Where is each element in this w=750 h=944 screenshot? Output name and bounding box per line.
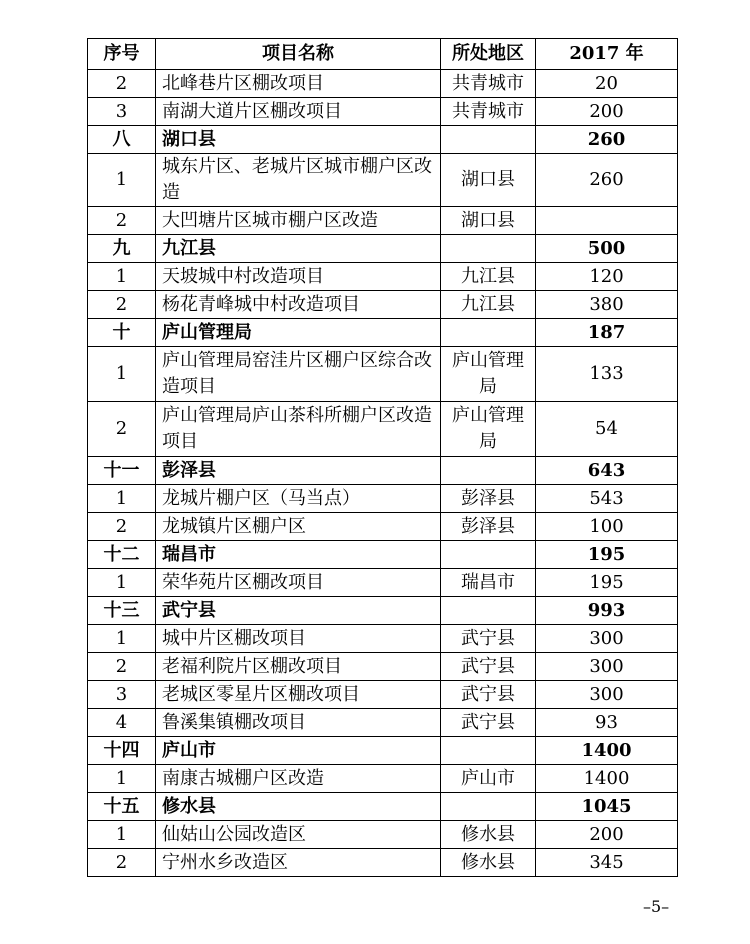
row-serial: 1 — [88, 263, 156, 291]
group-row — [88, 737, 678, 765]
row-value-2017: 200 — [536, 98, 678, 126]
row-project-name: 湖口县 — [156, 126, 441, 154]
row-project-name: 南康古城棚户区改造 — [156, 765, 441, 793]
row-serial: 1 — [88, 569, 156, 597]
row-value-2017: 187 — [536, 319, 678, 347]
row-serial: 2 — [88, 70, 156, 98]
table-row — [88, 681, 678, 709]
row-region — [441, 457, 536, 485]
header-project-name: 项目名称 — [156, 39, 441, 70]
table-body — [88, 70, 678, 877]
group-row — [88, 126, 678, 154]
table-row — [88, 347, 678, 402]
row-project-name: 杨花青峰城中村改造项目 — [156, 291, 441, 319]
group-row — [88, 597, 678, 625]
row-region — [441, 597, 536, 625]
row-serial: 十二 — [88, 541, 156, 569]
row-project-name: 宁州水乡改造区 — [156, 849, 441, 877]
row-region — [441, 319, 536, 347]
group-row — [88, 319, 678, 347]
row-serial: 九 — [88, 235, 156, 263]
row-region — [441, 737, 536, 765]
row-value-2017: 543 — [536, 485, 678, 513]
row-region — [441, 541, 536, 569]
row-value-2017: 100 — [536, 513, 678, 541]
row-region: 武宁县 — [441, 625, 536, 653]
row-serial: 2 — [88, 291, 156, 319]
row-serial: 十四 — [88, 737, 156, 765]
row-project-name: 天坡城中村改造项目 — [156, 263, 441, 291]
row-region: 武宁县 — [441, 709, 536, 737]
row-value-2017: 1045 — [536, 793, 678, 821]
group-row — [88, 235, 678, 263]
row-region: 庐山管理局 — [441, 402, 536, 457]
row-serial: 2 — [88, 402, 156, 457]
row-serial: 2 — [88, 849, 156, 877]
row-project-name: 庐山管理局 — [156, 319, 441, 347]
table-row — [88, 513, 678, 541]
row-serial: 1 — [88, 154, 156, 207]
row-value-2017: 993 — [536, 597, 678, 625]
header-serial: 序号 — [88, 39, 156, 70]
row-serial: 十五 — [88, 793, 156, 821]
row-project-name: 九江县 — [156, 235, 441, 263]
row-serial: 3 — [88, 98, 156, 126]
row-region: 湖口县 — [441, 154, 536, 207]
table-row — [88, 849, 678, 877]
table-row — [88, 625, 678, 653]
row-region: 庐山市 — [441, 765, 536, 793]
header-row — [88, 39, 678, 70]
row-project-name: 老福利院片区棚改项目 — [156, 653, 441, 681]
row-region: 修水县 — [441, 821, 536, 849]
group-row — [88, 457, 678, 485]
table-row — [88, 765, 678, 793]
row-region — [441, 126, 536, 154]
row-serial: 2 — [88, 653, 156, 681]
row-serial: 十三 — [88, 597, 156, 625]
row-value-2017: 300 — [536, 653, 678, 681]
project-table — [87, 38, 678, 877]
row-project-name: 龙城镇片区棚户区 — [156, 513, 441, 541]
row-value-2017: 1400 — [536, 765, 678, 793]
row-project-name: 庐山管理局庐山茶科所棚户区改造项目 — [156, 402, 441, 457]
row-region: 武宁县 — [441, 653, 536, 681]
table-row — [88, 709, 678, 737]
row-serial: 1 — [88, 485, 156, 513]
row-serial: 1 — [88, 347, 156, 402]
row-value-2017: 54 — [536, 402, 678, 457]
table-row — [88, 291, 678, 319]
row-region: 庐山管理局 — [441, 347, 536, 402]
row-project-name: 老城区零星片区棚改项目 — [156, 681, 441, 709]
row-region: 九江县 — [441, 263, 536, 291]
row-project-name: 彭泽县 — [156, 457, 441, 485]
row-value-2017: 300 — [536, 681, 678, 709]
table-row — [88, 207, 678, 235]
group-row — [88, 793, 678, 821]
row-region: 彭泽县 — [441, 485, 536, 513]
row-region: 修水县 — [441, 849, 536, 877]
row-serial: 1 — [88, 625, 156, 653]
row-value-2017: 133 — [536, 347, 678, 402]
row-region: 共青城市 — [441, 98, 536, 126]
header-year-2017: 2017 年 — [536, 39, 678, 70]
row-serial: 2 — [88, 513, 156, 541]
row-project-name: 鲁溪集镇棚改项目 — [156, 709, 441, 737]
row-project-name: 庐山管理局窑洼片区棚户区综合改造项目 — [156, 347, 441, 402]
row-project-name: 龙城片棚户区（马当点） — [156, 485, 441, 513]
row-region — [441, 235, 536, 263]
row-value-2017: 1400 — [536, 737, 678, 765]
table-row — [88, 70, 678, 98]
table-row — [88, 263, 678, 291]
row-project-name: 南湖大道片区棚改项目 — [156, 98, 441, 126]
row-value-2017: 345 — [536, 849, 678, 877]
row-serial: 1 — [88, 821, 156, 849]
row-serial: 十一 — [88, 457, 156, 485]
row-serial: 3 — [88, 681, 156, 709]
row-region: 瑞昌市 — [441, 569, 536, 597]
row-region: 共青城市 — [441, 70, 536, 98]
row-region — [441, 793, 536, 821]
row-value-2017: 260 — [536, 154, 678, 207]
row-serial: 1 — [88, 765, 156, 793]
table-row — [88, 485, 678, 513]
row-value-2017: 195 — [536, 541, 678, 569]
row-project-name: 武宁县 — [156, 597, 441, 625]
row-project-name: 瑞昌市 — [156, 541, 441, 569]
table-row — [88, 154, 678, 207]
row-value-2017: 300 — [536, 625, 678, 653]
row-region: 彭泽县 — [441, 513, 536, 541]
row-region: 武宁县 — [441, 681, 536, 709]
row-region: 湖口县 — [441, 207, 536, 235]
row-serial: 2 — [88, 207, 156, 235]
table-row — [88, 98, 678, 126]
row-value-2017: 120 — [536, 263, 678, 291]
row-project-name: 城中片区棚改项目 — [156, 625, 441, 653]
row-project-name: 仙姑山公园改造区 — [156, 821, 441, 849]
row-value-2017: 643 — [536, 457, 678, 485]
table-row — [88, 569, 678, 597]
table-row — [88, 402, 678, 457]
row-value-2017: 93 — [536, 709, 678, 737]
row-serial: 十 — [88, 319, 156, 347]
header-region: 所处地区 — [441, 39, 536, 70]
row-value-2017: 380 — [536, 291, 678, 319]
row-value-2017: 260 — [536, 126, 678, 154]
group-row — [88, 541, 678, 569]
table-row — [88, 821, 678, 849]
row-project-name: 北峰巷片区棚改项目 — [156, 70, 441, 98]
row-value-2017: 200 — [536, 821, 678, 849]
row-project-name: 荣华苑片区棚改项目 — [156, 569, 441, 597]
row-region: 九江县 — [441, 291, 536, 319]
page-number: –5– — [643, 897, 670, 916]
row-value-2017 — [536, 207, 678, 235]
row-value-2017: 20 — [536, 70, 678, 98]
row-project-name: 庐山市 — [156, 737, 441, 765]
row-serial: 4 — [88, 709, 156, 737]
row-value-2017: 500 — [536, 235, 678, 263]
row-serial: 八 — [88, 126, 156, 154]
table-row — [88, 653, 678, 681]
row-value-2017: 195 — [536, 569, 678, 597]
row-project-name: 城东片区、老城片区城市棚户区改造 — [156, 154, 441, 207]
row-project-name: 大凹塘片区城市棚户区改造 — [156, 207, 441, 235]
row-project-name: 修水县 — [156, 793, 441, 821]
